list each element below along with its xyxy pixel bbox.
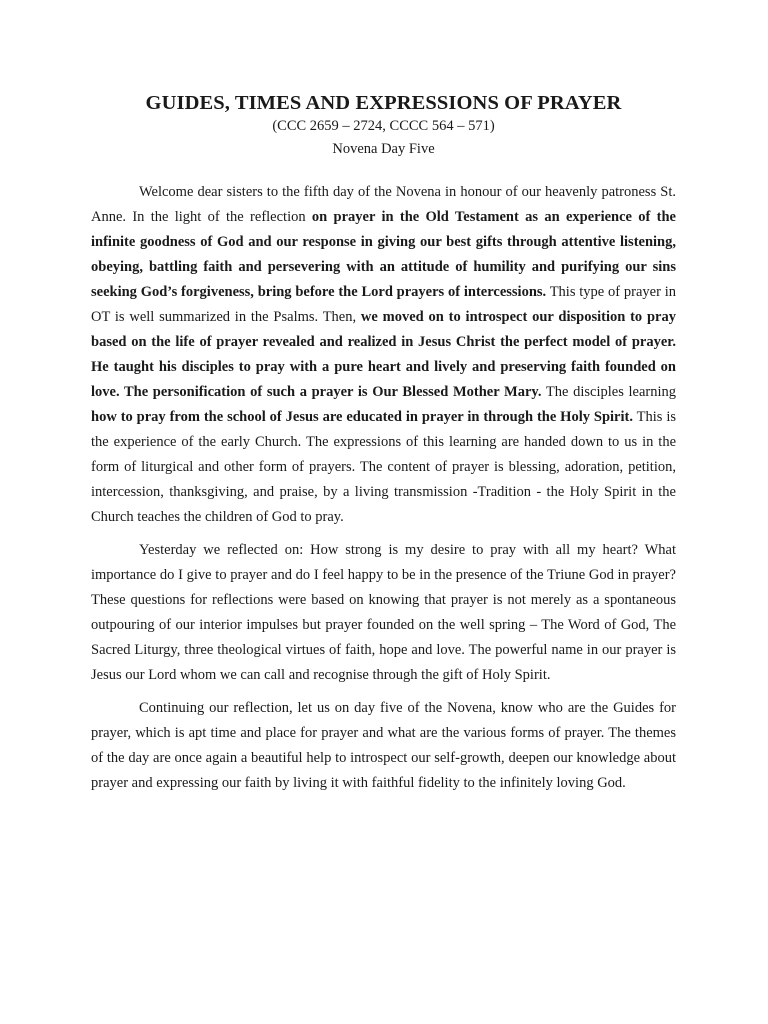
bold-text-segment: on prayer in the Old Testament as an experience of the infinite goodness of God and our response in giving our best gifts through attentive listening, obeying, battling faith and persevering with an attitude of humility and purifying our sins seeking God’s forgiveness, bring before the Lord prayers of intercessions. <box>91 209 676 300</box>
document-title: GUIDES, TIMES AND EXPRESSIONS OF PRAYER <box>145 92 622 114</box>
catechism-reference: (CCC 2659 – 2724, CCCC 564 – 571) <box>272 118 495 134</box>
text-segment: This is the experience of the early Church. The expressions of this learning are handed down to us in the form of liturgical and other form of prayers. The content of prayer is blessing, adoration, petition, intercession, thanksgiving, and praise, by a living transmission -Tradition - the Holy Spirit in the Church teaches the children of God to pray. <box>91 409 676 525</box>
document-page <box>91 92 676 796</box>
text-segment: This type of prayer in OT is well summarized in the Psalms. Then, <box>91 284 676 325</box>
paragraph-yesterday <box>91 538 676 688</box>
bold-text-segment: how to pray from the school of Jesus are educated in prayer in through the Holy Spirit. <box>91 409 633 425</box>
text-segment: Continuing our reflection, let us on day five of the Novena, know who are the Guides for prayer, which is apt time and place for prayer and what are the various forms of prayer. The themes of the day are once again a beautiful help to introspect our self-growth, deepen our knowledge about prayer and expressing our faith by living it with faithful fidelity to the infinitely loving God. <box>91 700 676 791</box>
text-segment: Yesterday we reflected on: How strong is my desire to pray with all my heart? What importance do I give to prayer and do I feel happy to be in the presence of the Triune God in prayer? These questions for reflections were based on knowing that prayer is not merely as a spontaneous outpouring of our interior impulses but prayer founded on the well spring – The Word of God, The Sacred Liturgy, three theological virtues of faith, hope and love. The powerful name in our prayer is Jesus our Lord whom we can call and recognise through the gift of Holy Spirit. <box>91 542 676 683</box>
paragraph-continuing <box>91 696 676 796</box>
paragraph-welcome <box>91 180 676 530</box>
text-segment: The disciples learning <box>541 384 676 400</box>
novena-day-label: Novena Day Five <box>332 141 435 157</box>
text-segment: Welcome dear sisters to the fifth day of the Novena in honour of our heavenly patroness St. Anne. In the light of the reflection <box>91 184 676 225</box>
bold-text-segment: we moved on to introspect our disposition to pray based on the life of prayer revealed and realized in Jesus Christ the perfect model of prayer. He taught his disciples to pray with a pure heart and lively and preserving faith founded on love. The personification of such a prayer is Our Blessed Mother Mary. <box>91 309 676 400</box>
